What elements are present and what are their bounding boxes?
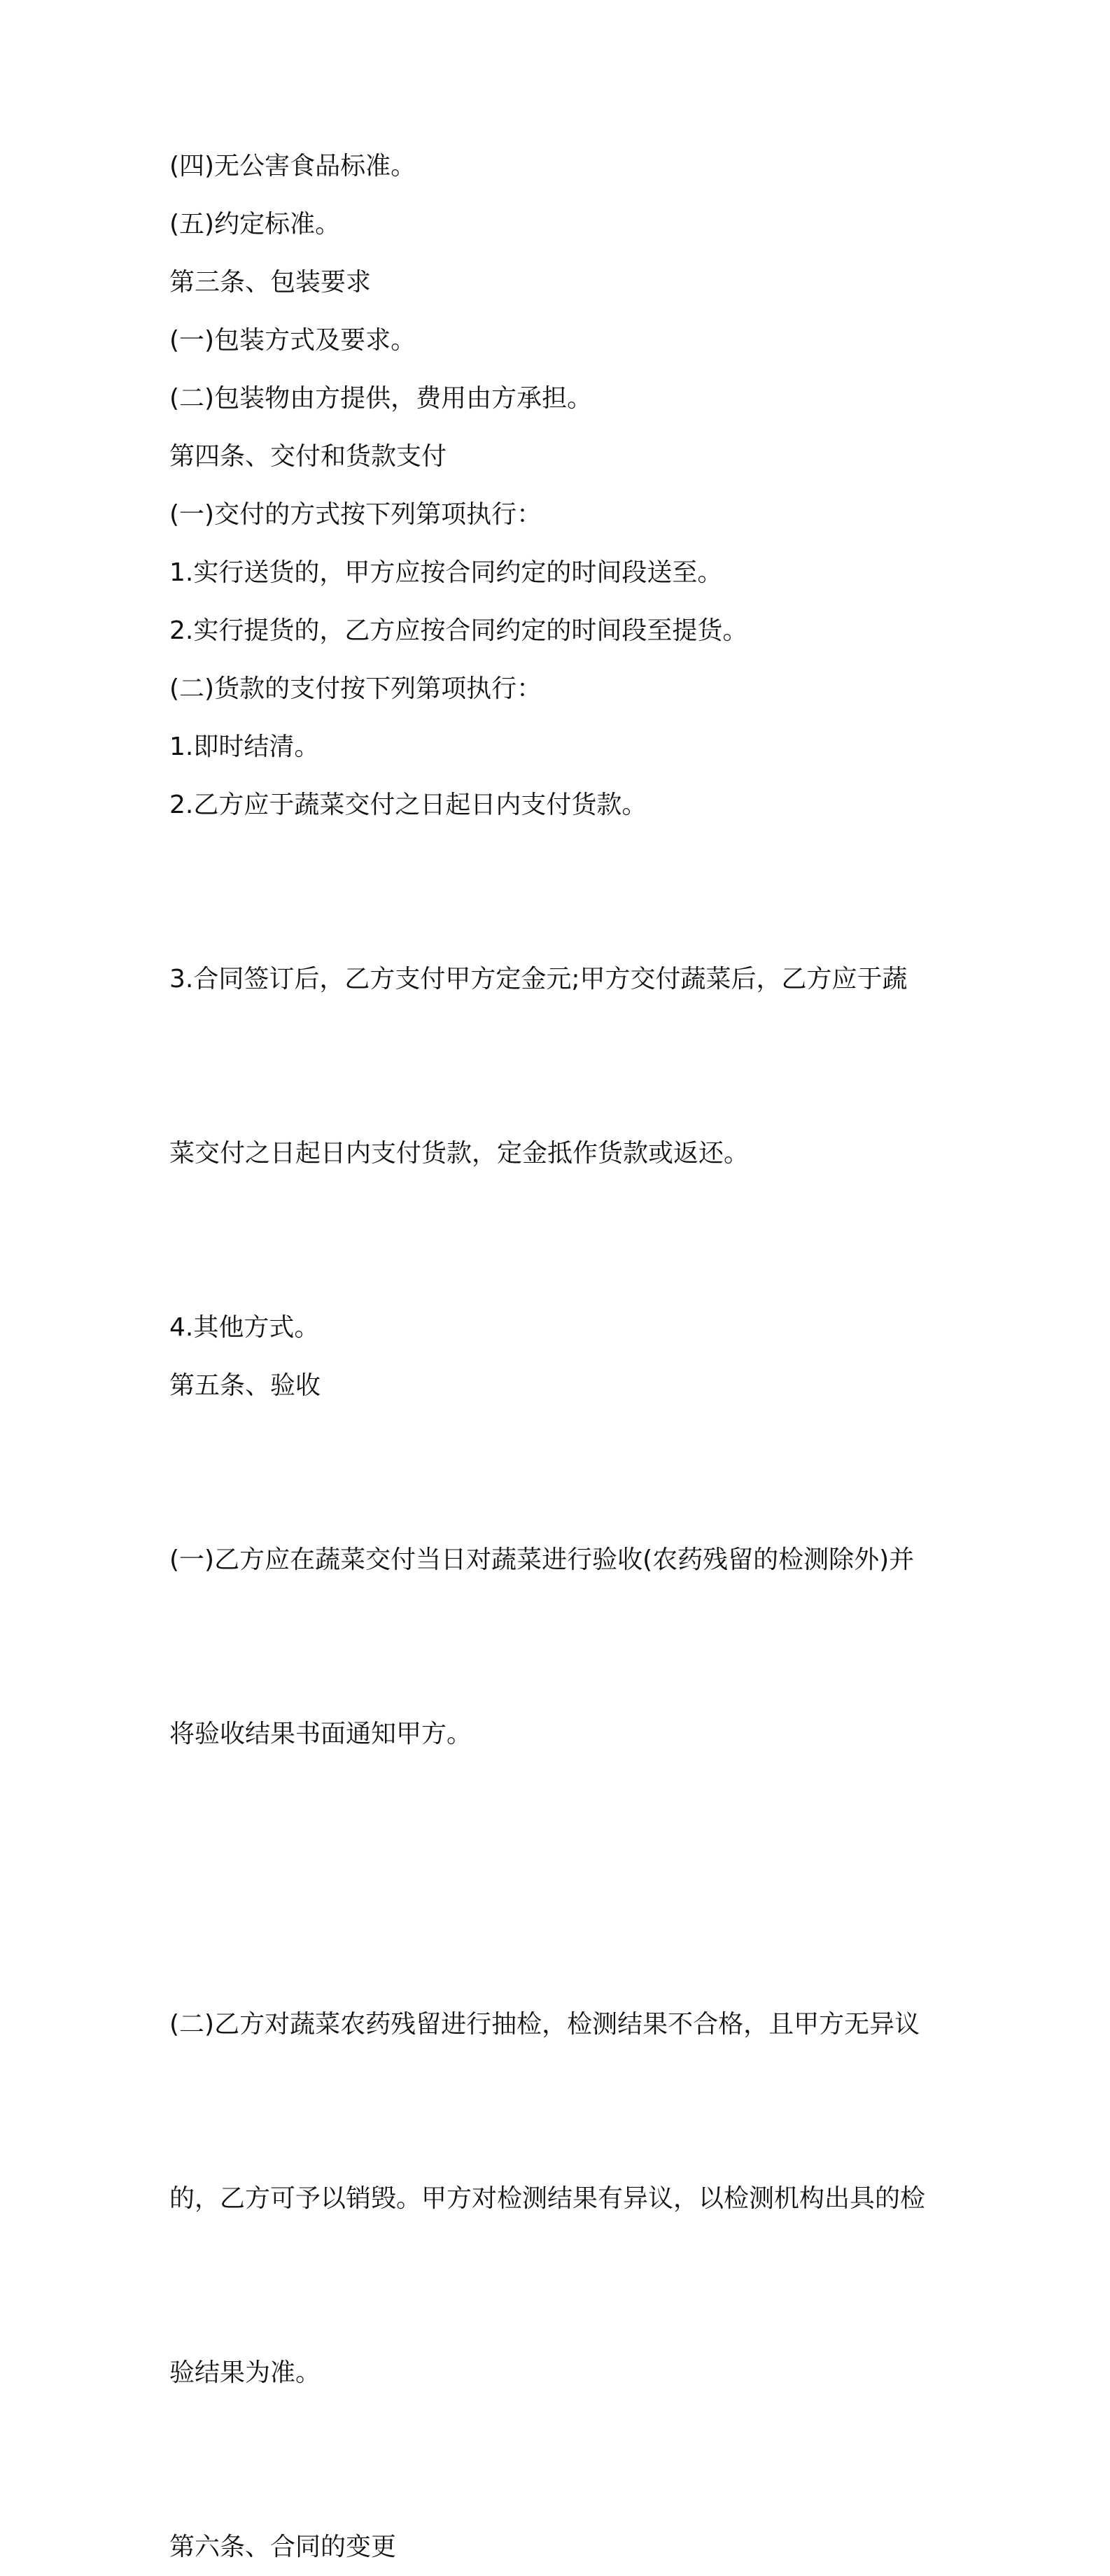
- payment-option-2: 2.乙方应于蔬菜交付之日起日内支付货款。: [169, 791, 647, 819]
- inspection-item-2-line-1: (二)乙方对蔬菜农药残留进行抽检，检测结果不合格，且甲方无异议: [169, 2010, 920, 2039]
- inspection-item-2-line-3: 验结果为准。: [169, 2358, 321, 2387]
- payment-option-3-line-2: 菜交付之日起日内支付货款，定金抵作货款或返还。: [169, 1139, 750, 1168]
- inspection-item-2-line-2: 的，乙方可予以销毁。甲方对检测结果有异议，以检测机构出具的检: [169, 2184, 926, 2213]
- payment-method-intro: (二)货款的支付按下列第项执行：: [169, 674, 542, 703]
- packaging-item-2: (二)包装物由方提供，费用由方承担。: [169, 384, 593, 413]
- payment-option-3-line-1: 3.合同签订后，乙方支付甲方定金元;甲方交付蔬菜后，乙方应于蔬: [169, 965, 908, 993]
- inspection-item-2: [169, 1879, 953, 2518]
- delivery-method-intro: (一)交付的方式按下列第项执行：: [169, 500, 542, 529]
- article-4-heading: 第四条、交付和货款支付: [169, 442, 447, 471]
- article-6-heading: 第六条、合同的变更: [169, 2533, 397, 2561]
- standard-item-4: (四)无公害食品标准。: [169, 152, 416, 181]
- payment-option-4: 4.其他方式。: [169, 1313, 320, 1342]
- inspection-item-1: [169, 1415, 953, 1879]
- inspection-item-1-line-2: 将验收结果书面通知甲方。: [169, 1720, 472, 1748]
- delivery-option-1: 1.实行送货的，甲方应按合同约定的时间段送至。: [169, 558, 723, 587]
- article-5-heading: 第五条、验收: [169, 1371, 321, 1400]
- payment-option-1: 1.即时结清。: [169, 733, 320, 761]
- packaging-item-1: (一)包装方式及要求。: [169, 326, 416, 355]
- payment-option-3: [169, 834, 953, 1298]
- inspection-item-1-line-1: (一)乙方应在蔬菜交付当日对蔬菜进行验收(农药残留的检测除外)并: [169, 1545, 915, 1574]
- delivery-option-2: 2.实行提货的，乙方应按合同约定的时间段至提货。: [169, 616, 748, 645]
- standard-item-5: (五)约定标准。: [169, 210, 341, 239]
- document-body: [169, 137, 953, 2576]
- article-3-heading: 第三条、包装要求: [169, 268, 372, 297]
